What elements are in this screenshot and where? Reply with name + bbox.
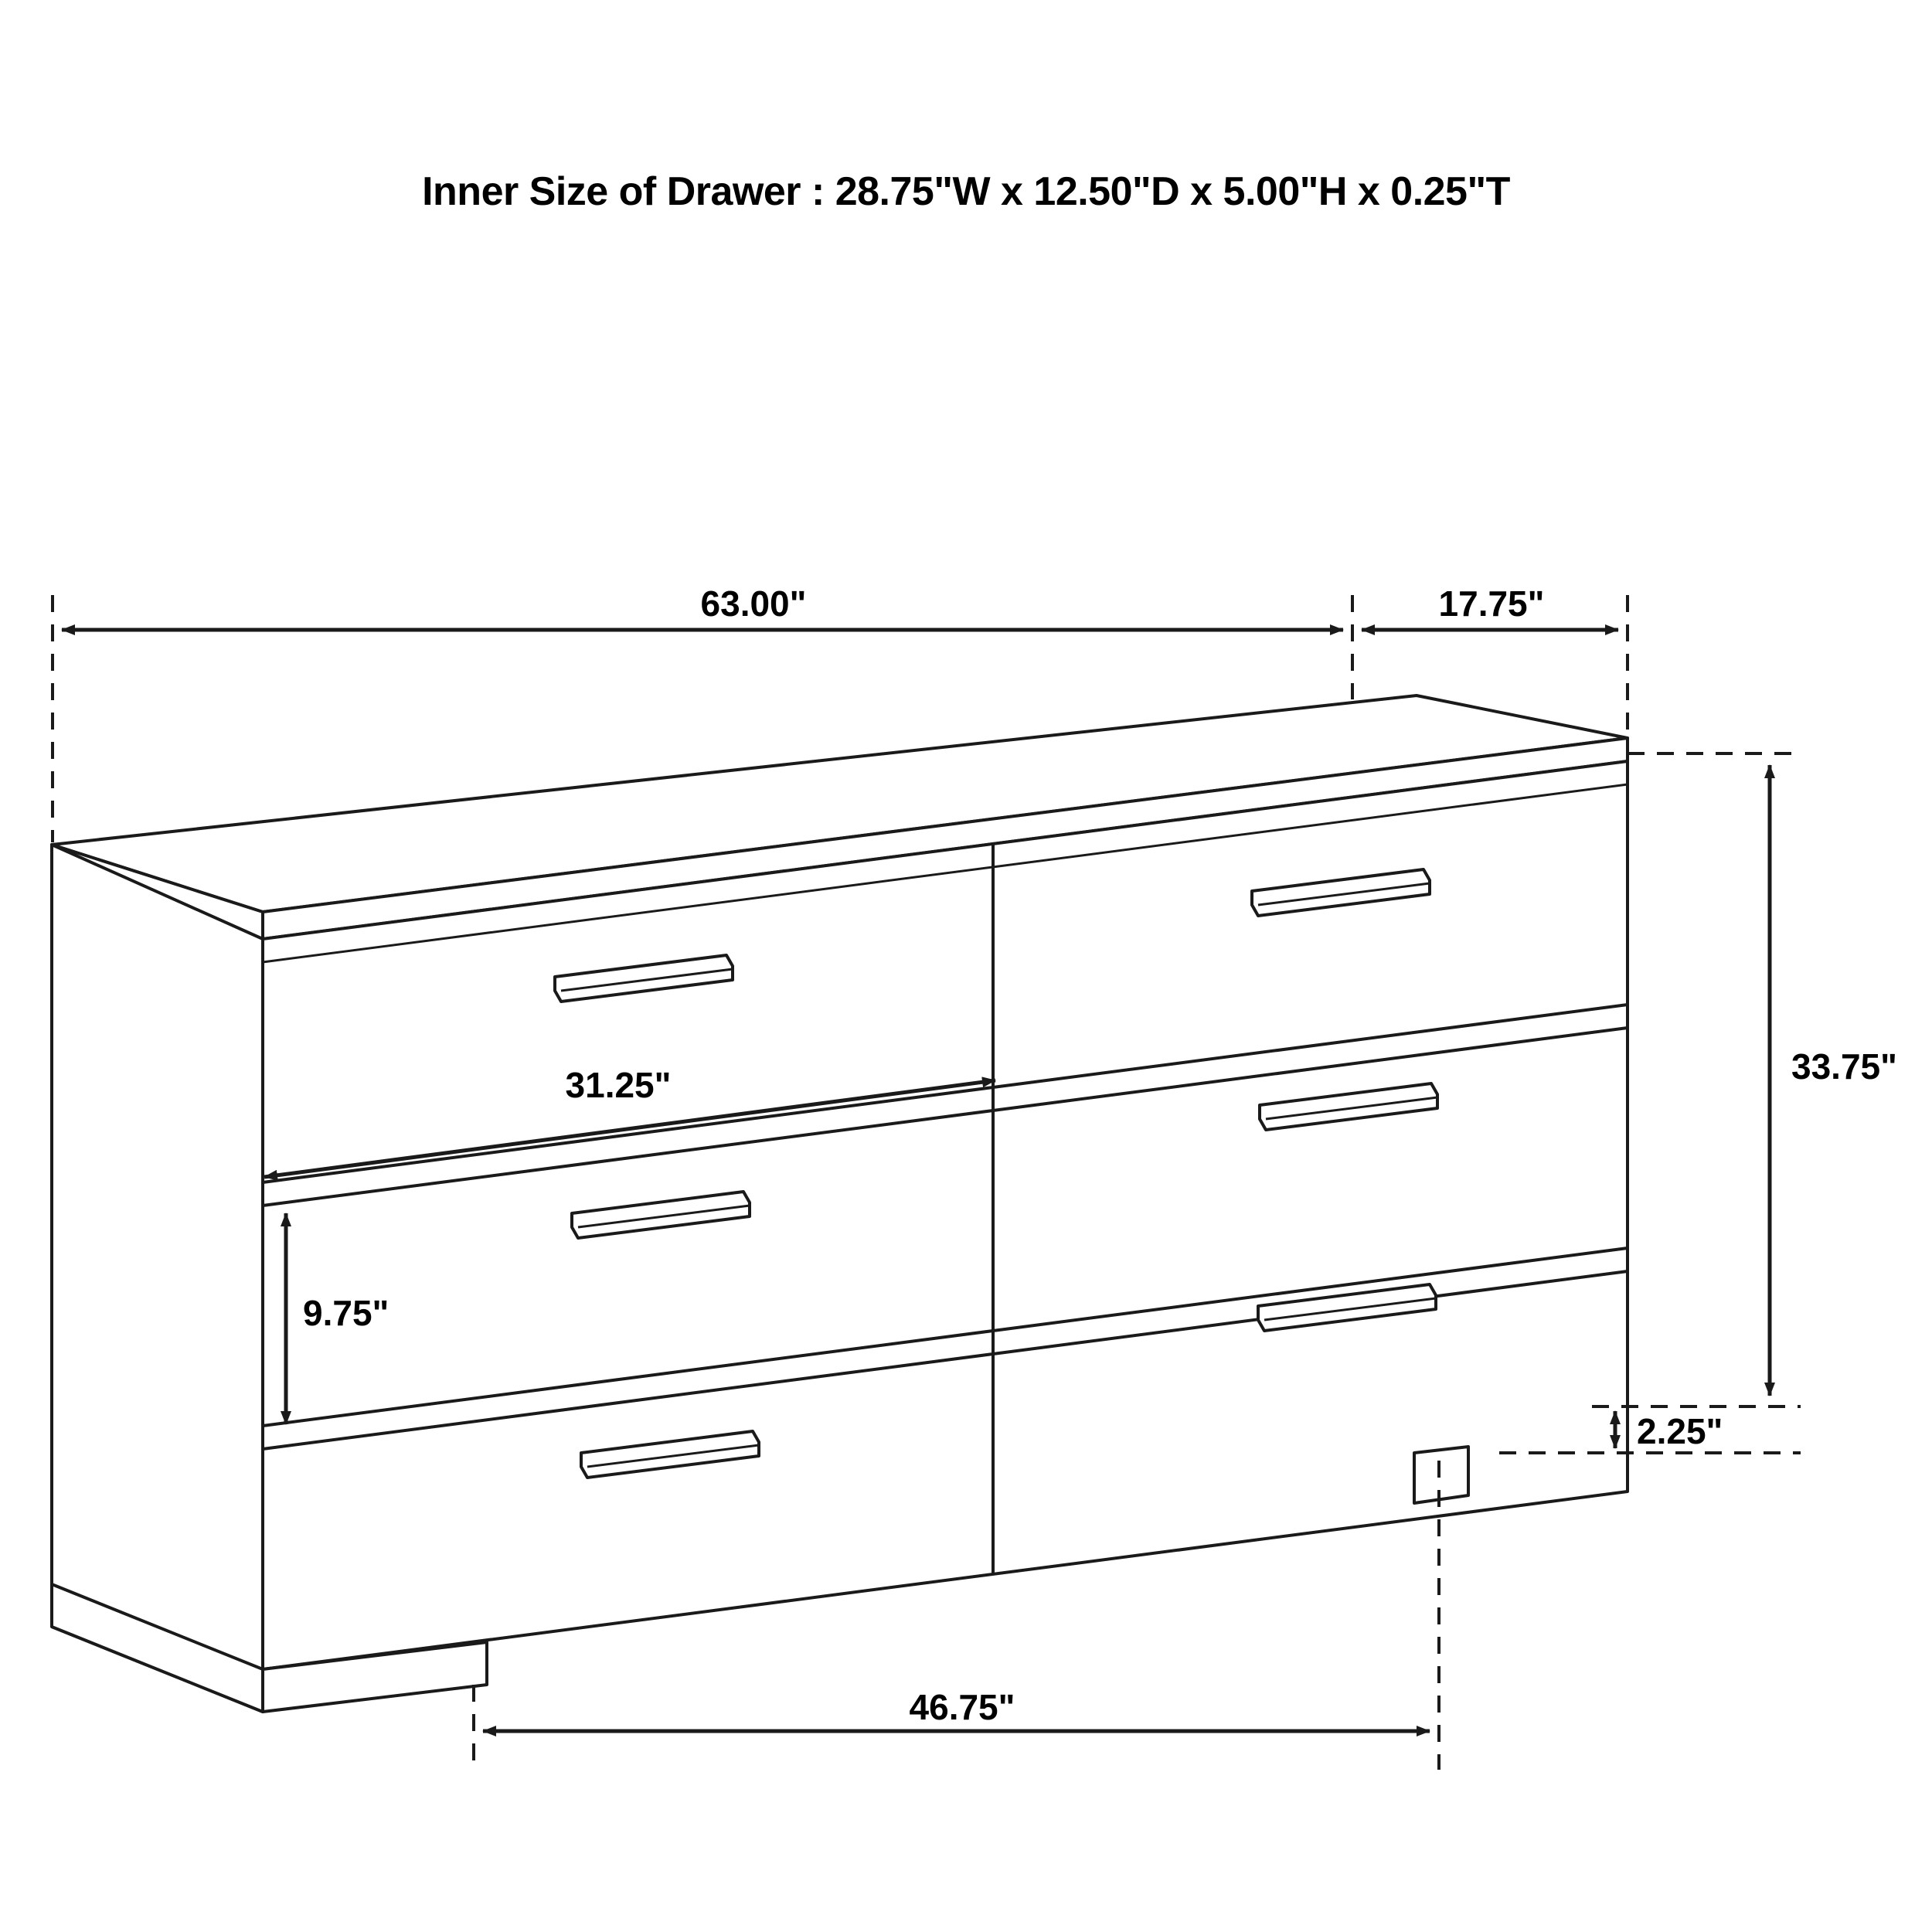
left-side-panel [52, 845, 263, 1712]
base-foot-right [1414, 1447, 1468, 1503]
label-depth: 17.75" [1438, 583, 1545, 624]
page-title: Inner Size of Drawer : 28.75"W x 12.50"D x 5.00"H x 0.25"T [422, 169, 1510, 214]
label-base-height: 2.25" [1637, 1411, 1723, 1451]
label-overall-width: 63.00" [700, 583, 807, 624]
dresser-body [52, 696, 1628, 1712]
label-drawer-height: 9.75" [303, 1293, 389, 1333]
label-base-width: 46.75" [909, 1687, 1015, 1727]
label-drawer-width: 31.25" [565, 1065, 672, 1105]
label-overall-height: 33.75" [1791, 1046, 1897, 1087]
